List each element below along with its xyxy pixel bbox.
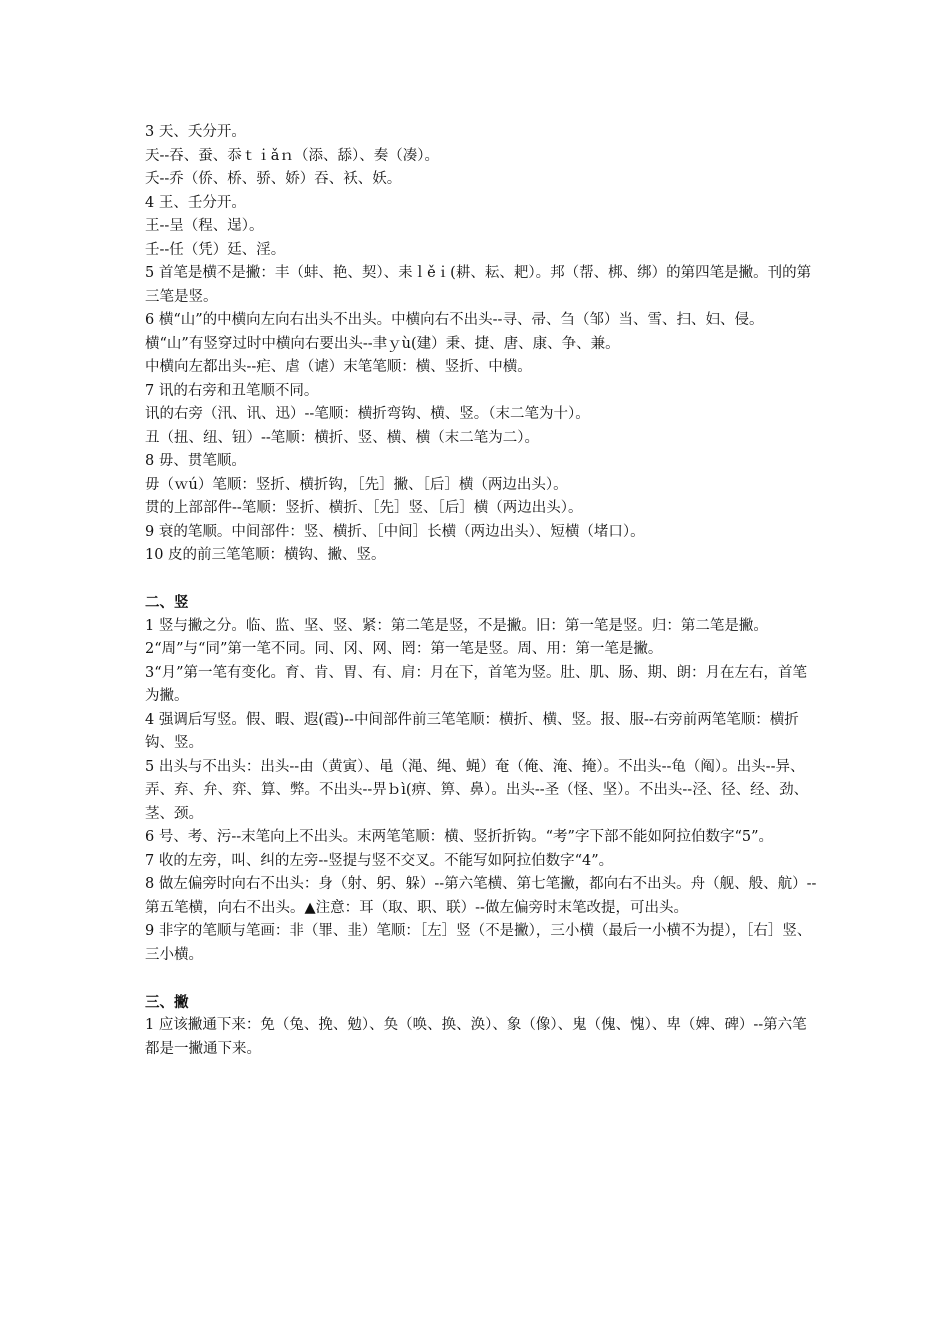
section-heading: 三、撇 [145, 993, 189, 1011]
text-line: 8 做左偏旁时向右不出头：身（射、躬、躲）--第六笔横、第七笔撇，都向右不出头。舟（舰、般、航）--第五笔横，向右不出头。▲注意：耳（取、职、联）--做左偏旁时末笔改提，可出头。 [145, 876, 817, 916]
text-line: 1 竖与撇之分。临、监、坚、竖、紧：第二笔是竖，不是撇。旧：第一笔是竖。归：第二笔是撇。 [145, 617, 768, 634]
text-line: 贯的上部部件--笔顺：竖折、横折、［先］竖、［后］横（两边出头）。 [145, 500, 583, 516]
text-line: 中横向左都出头--疟、虐（谑）末笔笔顺：横、竖折、中横。 [145, 359, 532, 375]
text-line: 2“周”与“同”第一笔不同。同、冈、网、罔：第一笔是竖。周、用：第一笔是撇。 [145, 641, 663, 657]
text-line: 毋（ｗú）笔顺：竖折、横折钩，［先］撇、［后］横（两边出头）。 [145, 476, 568, 493]
text-line: 5 首笔是横不是撇：丰（蚌、艳、契）、耒ｌěｉ(耕、耘、耙）。邦（帮、梆、绑）的第四笔是撇。刊的第三笔是竖。 [145, 265, 812, 305]
text-line: 6 号、考、污--末笔向上不出头。末两笔笔顺：横、竖折折钩。“考”字下部不能如阿拉伯数字“5”。 [145, 829, 774, 845]
text-line: 夭--乔（侨、桥、骄、娇）吞、袄、妖。 [145, 171, 402, 187]
text-line: 3“月”第一笔有变化。育、肯、胃、有、肩：月在下，首笔为竖。肚、肌、肠、期、朗：月在左右，首笔为撇。 [145, 664, 808, 704]
text-line: 3 天、夭分开。 [145, 124, 246, 140]
text-line: 1 应该撇通下来：免（兔、挽、勉）、奂（唤、换、涣）、象（像）、鬼（傀、愧）、卑（婢、碑）--第六笔都是一撇通下来。 [145, 1017, 807, 1057]
text-line: 10 皮的前三笔笔顺：横钩、撇、竖。 [145, 547, 386, 563]
text-line: 天--吞、蚕、忝ｔｉǎｎ（添、舔）、奏（凑）。 [145, 147, 439, 164]
text-line: 5 出头与不出头：出头--由（黄寅）、黾（渑、绳、蝇）奄（俺、淹、掩）。不出头--龟（阄）。出头--异、弄、弃、弁、弈、算、弊。不出头--畀ｂì(痹、箅、鼻）。出头--圣（怪、坚）。不出头--泾、径、经、劲、茎、颈。 [145, 758, 809, 822]
section-heading: 二、竖 [145, 594, 189, 611]
paragraph-gap [145, 568, 817, 592]
text-line: 9 衰的笔顺。中间部件：竖、横折、［中间］长横（两边出头）、短横（堵口）。 [145, 523, 645, 540]
text-line: 4 强调后写竖。假、暇、遐(霞)--中间部件前三笔笔顺：横折、横、竖。报、服--右旁前两笔笔顺：横折钩、竖。 [145, 711, 799, 751]
text-line: 丑（扭、纽、钮）--笔顺：横折、竖、横、横（末二笔为二）。 [145, 429, 540, 446]
text-line: 讯的右旁（汛、讯、迅）--笔顺：横折弯钩、横、竖。（末二笔为十）。 [145, 406, 590, 422]
text-line: 壬--任（凭）廷、淫。 [145, 241, 286, 258]
document-page [145, 121, 817, 1061]
text-line: 6 横“山”的中横向左向右出头不出头。中横向右不出头--寻、帚、刍（邹）当、雪、扫、妇、侵。横“山”有竖穿过时中横向右要出头--聿ｙù(建）秉、捷、唐、康、争、兼。 [145, 312, 764, 352]
paragraph-gap [145, 967, 817, 991]
text-line: 4 王、壬分开。 [145, 194, 246, 211]
section-3 [145, 991, 817, 1062]
text-line: 8 毋、贯笔顺。 [145, 453, 246, 469]
text-line: 9 非字的笔顺与笔画：非（罪、韭）笔顺：［左］竖（不是撇），三小横（最后一小横不为提），［右］竖、三小横。 [145, 923, 812, 963]
text-line: 7 讯的右旁和丑笔顺不同。 [145, 382, 319, 399]
section-2 [145, 591, 817, 967]
text-line: 王--呈（程、逞）。 [145, 218, 264, 234]
section-1 [145, 121, 817, 568]
text-line: 7 收的左旁，叫、纠的左旁--竖提与竖不交叉。不能写如阿拉伯数字“4”。 [145, 852, 614, 869]
